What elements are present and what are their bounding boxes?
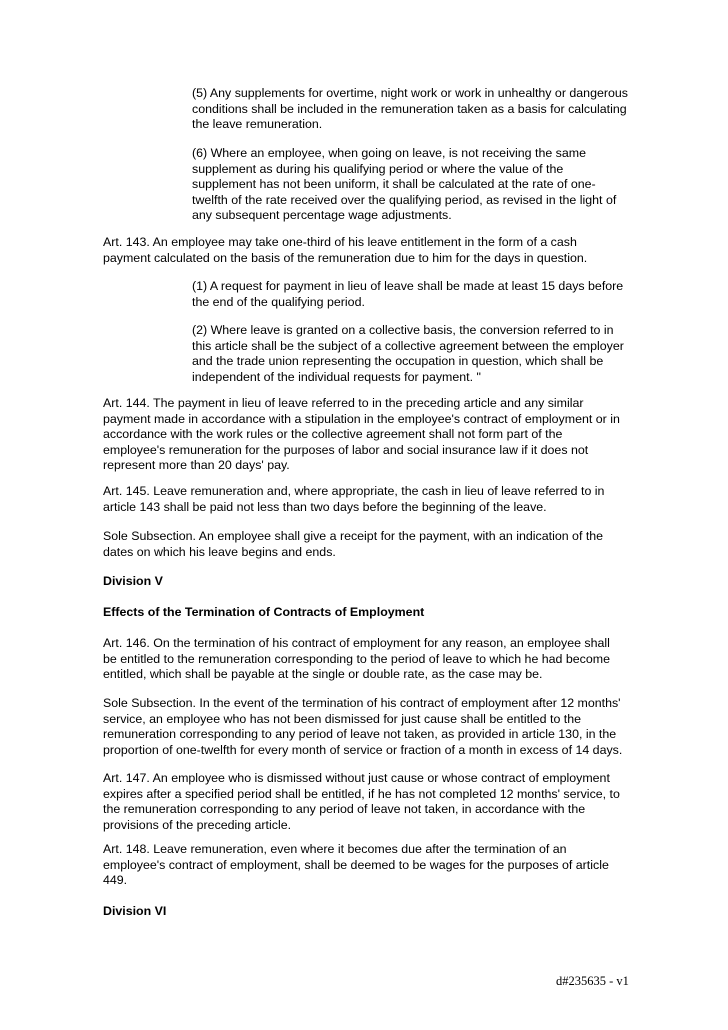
paragraph-5: (5) Any supplements for overtime, night work or work in unhealthy or dangerous conditions shall be included in the remuneration taken as a basis for calculating the leave remuneration. [192,86,628,131]
article-147: Art. 147. An employee who is dismissed without just cause or whose contract of employment expires after a specified period shall be entitled, if he has not completed 12 months' service, to the remuneration corresponding to any period of leave not taken, in accordance with the provisions of the preceding article. [103,771,620,832]
sole-subsection-146: Sole Subsection. In the event of the termination of his contract of employment after 12 months' service, an employee who has not been dismissed for just cause shall be entitled to the remuneration corresponding to any period of leave not taken, as provided in article 130, in the proportion of one-twelfth for every month of service or fraction of a month in excess of 14 days. [103,696,623,757]
article-148: Art. 148. Leave remuneration, even where it becomes due after the termination of an employee's contract of employment, shall be deemed to be wages for the purposes of article 449. [103,842,609,887]
sole-subsection-145: Sole Subsection. An employee shall give a receipt for the payment, with an indication of the dates on which his leave begins and ends. [103,529,604,559]
division-v-heading: Division V [103,574,163,588]
document-id-footer: d#235635 - v1 [556,974,629,988]
article-143: Art. 143. An employee may take one-third of his leave entitlement in the form of a cash payment calculated on the basis of the remuneration due to him for the days in question. [103,235,588,265]
division-vi-heading: Division VI [103,904,167,918]
article-144: Art. 144. The payment in lieu of leave referred to in the preceding article and any similar payment made in accordance with a stipulation in the employee's contract of employment or in accordance with the work rules or the collective agreement shall not form part of the employee's remuneration for the purposes of labor and social insurance law if it does not represent more than 20 days' pay. [103,396,620,472]
paragraph-6: (6) Where an employee, when going on leave, is not receiving the same supplement as during his qualifying period or where the value of the supplement has not been uniform, it shall be calculated at the rate of one-twelfth of the rate received over the qualifying period, as revised in the light of any subsequent percentage wage adjustments. [192,146,617,222]
effects-heading: Effects of the Termination of Contracts of Employment [103,605,425,619]
article-145: Art. 145. Leave remuneration and, where appropriate, the cash in lieu of leave referred to in article 143 shall be paid not less than two days before the beginning of the leave. [103,484,605,514]
article-146: Art. 146. On the termination of his contract of employment for any reason, an employee shall be entitled to the remuneration corresponding to the period of leave to which he had become entitled, which shall be payable at the single or double rate, as the case may be. [103,636,610,681]
article-143-item-1: (1) A request for payment in lieu of leave shall be made at least 15 days before the end of the qualifying period. [192,279,624,309]
article-143-item-2: (2) Where leave is granted on a collective basis, the conversion referred to in this article shall be the subject of a collective agreement between the employer and the trade union representing the occupation in question, which shall be independent of the individual requests for payment. " [192,323,624,384]
